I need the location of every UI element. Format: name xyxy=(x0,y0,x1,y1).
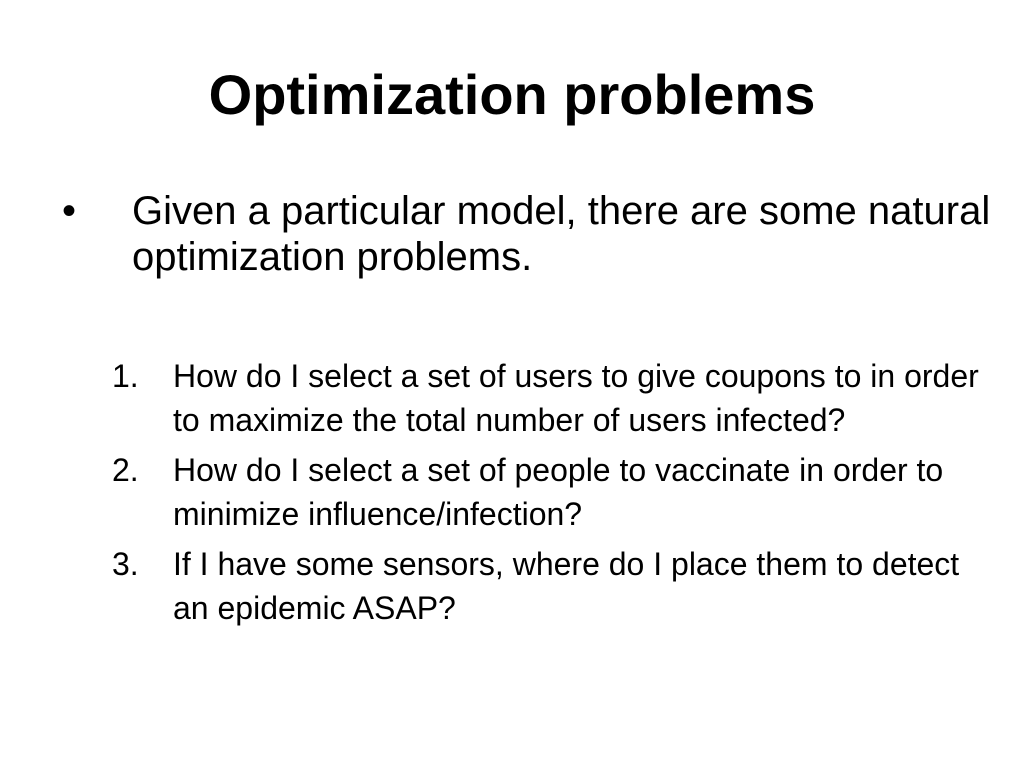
list-item xyxy=(112,542,992,630)
list-item-number: 2. xyxy=(112,452,139,488)
list-item-number: 1. xyxy=(112,358,139,394)
list-item-number: 3. xyxy=(112,546,139,582)
list-item-text: If I have some sensors, where do I place them to detect an epidemic ASAP? xyxy=(173,546,960,626)
list-item xyxy=(112,448,992,536)
slide-title: Optimization problems xyxy=(208,63,816,126)
bullet-icon: • xyxy=(62,189,77,233)
list-item-text: How do I select a set of users to give coupons to in order to maximize the total number of users infected? xyxy=(173,358,979,438)
list-item-text: How do I select a set of people to vaccinate in order to minimize influence/infection? xyxy=(173,452,944,532)
list-item xyxy=(112,354,992,442)
bullet-text: Given a particular model, there are some natural optimization problems. xyxy=(132,189,991,279)
numbered-list xyxy=(112,354,992,636)
